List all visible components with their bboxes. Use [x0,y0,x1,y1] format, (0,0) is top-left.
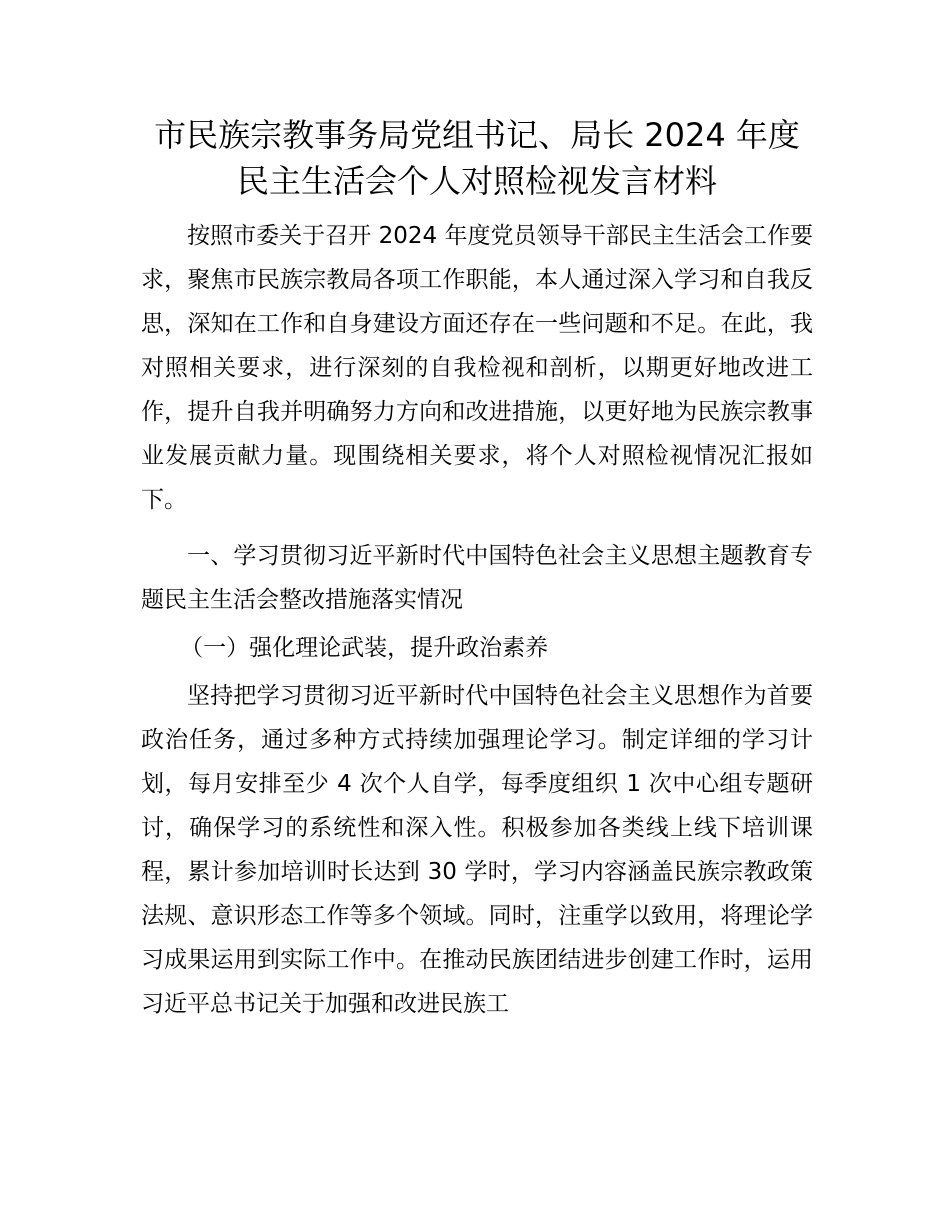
intro-paragraph: 按照市委关于召开 2024 年度党员领导干部民主生活会工作要求，聚焦市民族宗教局各项工作职能，本人通过深入学习和自我反思，深知在工作和自身建设方面还存在一些问题和不足。在此，我对照相关要求，进行深刻的自我检视和剖析，以期更好地改进工作，提升自我并明确努力方向和改进措施，以更好地为民族宗教事业发展贡献力量。现围绕相关要求，将个人对照检视情况汇报如下。 [141,223,813,513]
title-line-1: 市民族宗教事务局党组书记、局长 2024 年度 [154,116,800,154]
section-heading-1: 一、学习贯彻习近平新时代中国特色社会主义思想主题教育专题民主生活会整改措施落实情况 [141,543,813,613]
body-paragraph: 坚持把学习贯彻习近平新时代中国特色社会主义思想作为首要政治任务，通过多种方式持续加强理论学习。制定详细的学习计划，每月安排至少 4 次个人自学，每季度组织 1 次中心组专题研讨，确保学习的系统性和深入性。积极参加各类线上线下培训课程，累计参加培训时长达到 30 学时，学习内容涵盖民族宗教政策法规、意识形态工作等多个领域。同时，注重学以致用，将理论学习成果运用到实际工作中。在推动民族团结进步创建工作时，运用习近平总书记关于加强和改进民族工 [141,683,813,1017]
document-title [141,112,813,204]
title-line-2: 民主生活会个人对照检视发言材料 [236,162,717,200]
subsection-heading-1: （一）强化理论武装，提升政治素养 [180,635,549,661]
document-page [141,112,813,1026]
